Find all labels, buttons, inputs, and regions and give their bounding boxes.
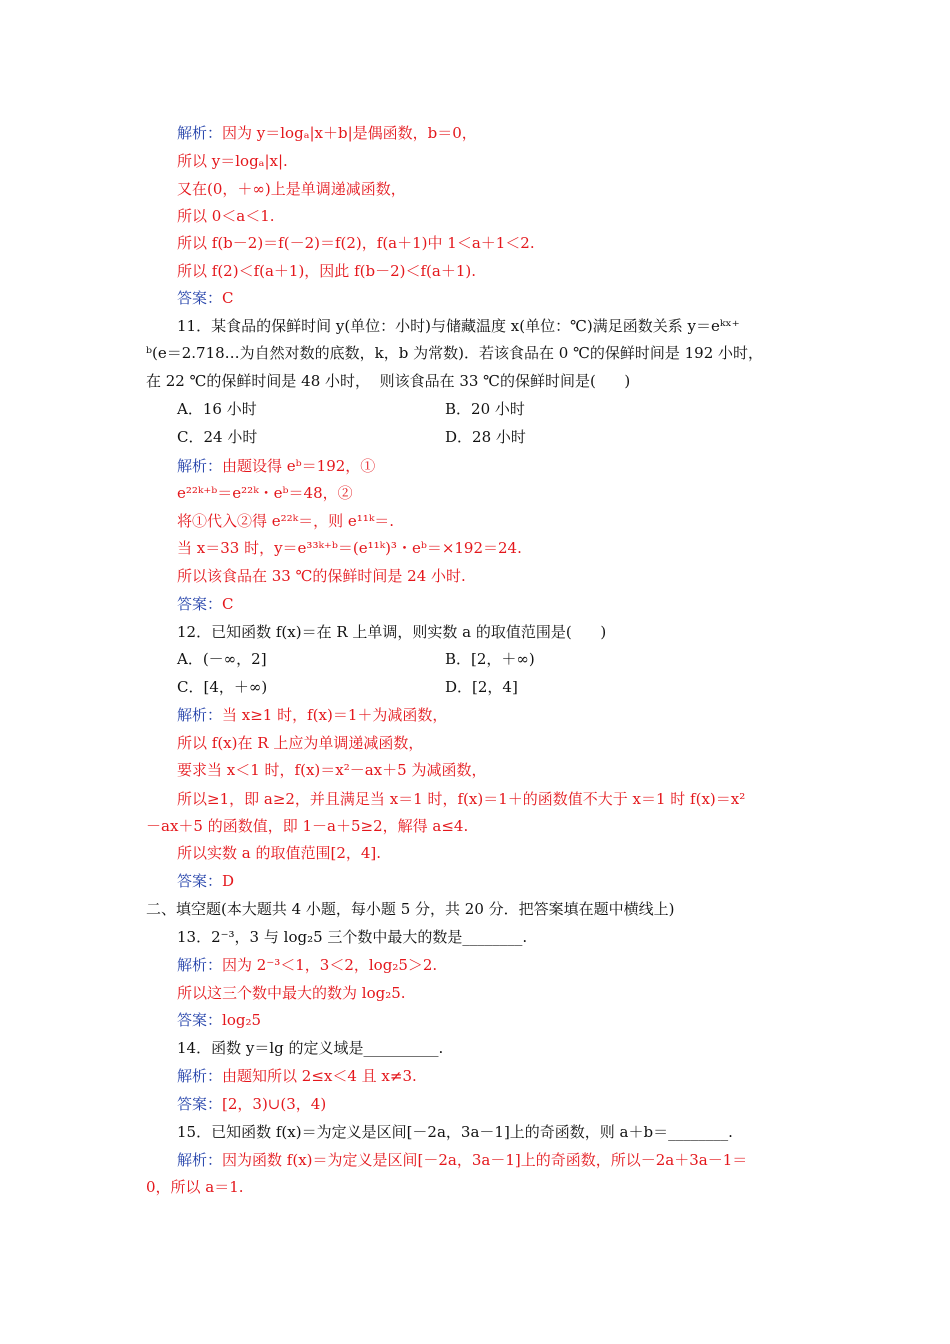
question-11-cont: ᵇ(e＝2.718…为自然对数的底数，k，b 为常数)．若该食品在 0 ℃的保鲜时间是 192 小时，: [146, 344, 764, 362]
solution-text: 由题知所以 2≤x＜4 且 x≠3.: [222, 1067, 417, 1085]
solution-line: [177, 1066, 417, 1086]
solution-line: 0，所以 a＝1.: [146, 1178, 244, 1196]
solution-line: 所以 y＝logₐ|x|.: [177, 152, 288, 170]
answer-label: 答案：: [177, 1011, 223, 1029]
solution-label: 解析：: [177, 457, 223, 475]
answer-value: log₂5: [222, 1011, 262, 1029]
option-b: B．20 小时: [445, 400, 525, 418]
answer-line: [177, 871, 234, 891]
solution-label: 解析：: [177, 1067, 223, 1085]
answer-line: [177, 1010, 261, 1030]
solution-line: 所以 f(2)＜f(a＋1)，因此 f(b－2)＜f(a＋1).: [177, 262, 476, 280]
solution-line: 所以该食品在 33 ℃的保鲜时间是 24 小时.: [177, 567, 466, 585]
answer-value: C: [222, 289, 234, 307]
solution-line: －ax＋5 的函数值，即 1－a＋5≥2，解得 a≤4.: [146, 817, 469, 835]
solution-label: 解析：: [177, 1151, 223, 1169]
question-15: 15．已知函数 f(x)＝为定义是区间[－2a，3a－1]上的奇函数，则 a＋b＝________.: [177, 1123, 733, 1141]
solution-line: [177, 123, 477, 143]
solution-line: 当 x＝33 时，y＝e³³ᵏ⁺ᵇ＝(e¹¹ᵏ)³・eᵇ＝×192＝24.: [177, 539, 522, 557]
solution-text: 由题设得 eᵇ＝192，①: [222, 457, 376, 475]
solution-line: [177, 705, 447, 725]
answer-label: 答案：: [177, 872, 223, 890]
solution-text: 因为函数 f(x)＝为定义是区间[－2a，3a－1]上的奇函数，所以－2a＋3a－1＝: [222, 1151, 748, 1169]
answer-label: 答案：: [177, 1095, 223, 1113]
solution-line: 所以实数 a 的取值范围[2，4].: [177, 844, 382, 862]
solution-line: 所以 f(x)在 R 上应为单调递减函数，: [177, 734, 424, 752]
answer-line: [177, 288, 234, 308]
question-13: 13．2⁻³，3 与 log₂5 三个数中最大的数是________.: [177, 928, 528, 946]
solution-label: 解析：: [177, 956, 223, 974]
option-a: A．16 小时: [177, 400, 257, 418]
answer-label: 答案：: [177, 289, 223, 307]
option-a: A．(－∞，2]: [177, 650, 267, 668]
answer-label: 答案：: [177, 595, 223, 613]
solution-line: 将①代入②得 e²²ᵏ＝，则 e¹¹ᵏ＝.: [177, 512, 395, 530]
question-14: 14．函数 y＝lg 的定义域是__________.: [177, 1039, 444, 1057]
solution-text: 因为 2⁻³＜1，3＜2，log₂5＞2.: [222, 956, 438, 974]
answer-value: D: [222, 872, 235, 890]
solution-line: [177, 955, 437, 975]
section-heading: 二、填空题(本大题共 4 小题，每小题 5 分，共 20 分．把答案填在题中横线上): [146, 900, 675, 918]
solution-line: 又在(0，＋∞)上是单调递减函数，: [177, 180, 406, 198]
option-b: B．[2，＋∞): [445, 650, 535, 668]
answer-value: C: [222, 595, 234, 613]
option-d: D．28 小时: [445, 428, 526, 446]
solution-text: 当 x≥1 时，f(x)＝1＋为减函数，: [222, 706, 448, 724]
answer-value: [2，3)∪(3，4): [222, 1095, 327, 1113]
question-11: 11．某食品的保鲜时间 y(单位：小时)与储藏温度 x(单位：℃)满足函数关系 y＝eᵏˣ⁺: [177, 317, 740, 335]
answer-line: [177, 594, 234, 614]
solution-line: [177, 1150, 747, 1170]
solution-label: 解析：: [177, 706, 223, 724]
answer-line: [177, 1094, 326, 1114]
option-d: D．[2，4]: [445, 678, 518, 696]
solution-line: 要求当 x＜1 时，f(x)＝x²－ax＋5 为减函数，: [177, 761, 487, 779]
question-12: 12．已知函数 f(x)＝在 R 上单调，则实数 a 的取值范围是( ): [177, 623, 607, 641]
question-11-cont: 在 22 ℃的保鲜时间是 48 小时， 则该食品在 33 ℃的保鲜时间是( ): [146, 372, 631, 390]
solution-label: 解析：: [177, 124, 223, 142]
solution-text: 因为 y＝logₐ|x＋b|是偶函数，b＝0，: [222, 124, 477, 142]
option-c: C．[4，＋∞): [177, 678, 268, 696]
solution-line: 所以 0＜a＜1.: [177, 207, 275, 225]
solution-line: 所以≥1，即 a≥2，并且满足当 x＝1 时，f(x)＝1＋的函数值不大于 x＝1 时 f(x)＝x²: [177, 790, 746, 808]
solution-line: e²²ᵏ⁺ᵇ＝e²²ᵏ・eᵇ＝48，②: [177, 484, 353, 502]
solution-line: 所以这三个数中最大的数为 log₂5.: [177, 984, 406, 1002]
solution-line: 所以 f(b－2)＝f(－2)＝f(2)，f(a＋1)中 1＜a＋1＜2.: [177, 234, 535, 252]
solution-line: [177, 456, 375, 476]
option-c: C．24 小时: [177, 428, 258, 446]
